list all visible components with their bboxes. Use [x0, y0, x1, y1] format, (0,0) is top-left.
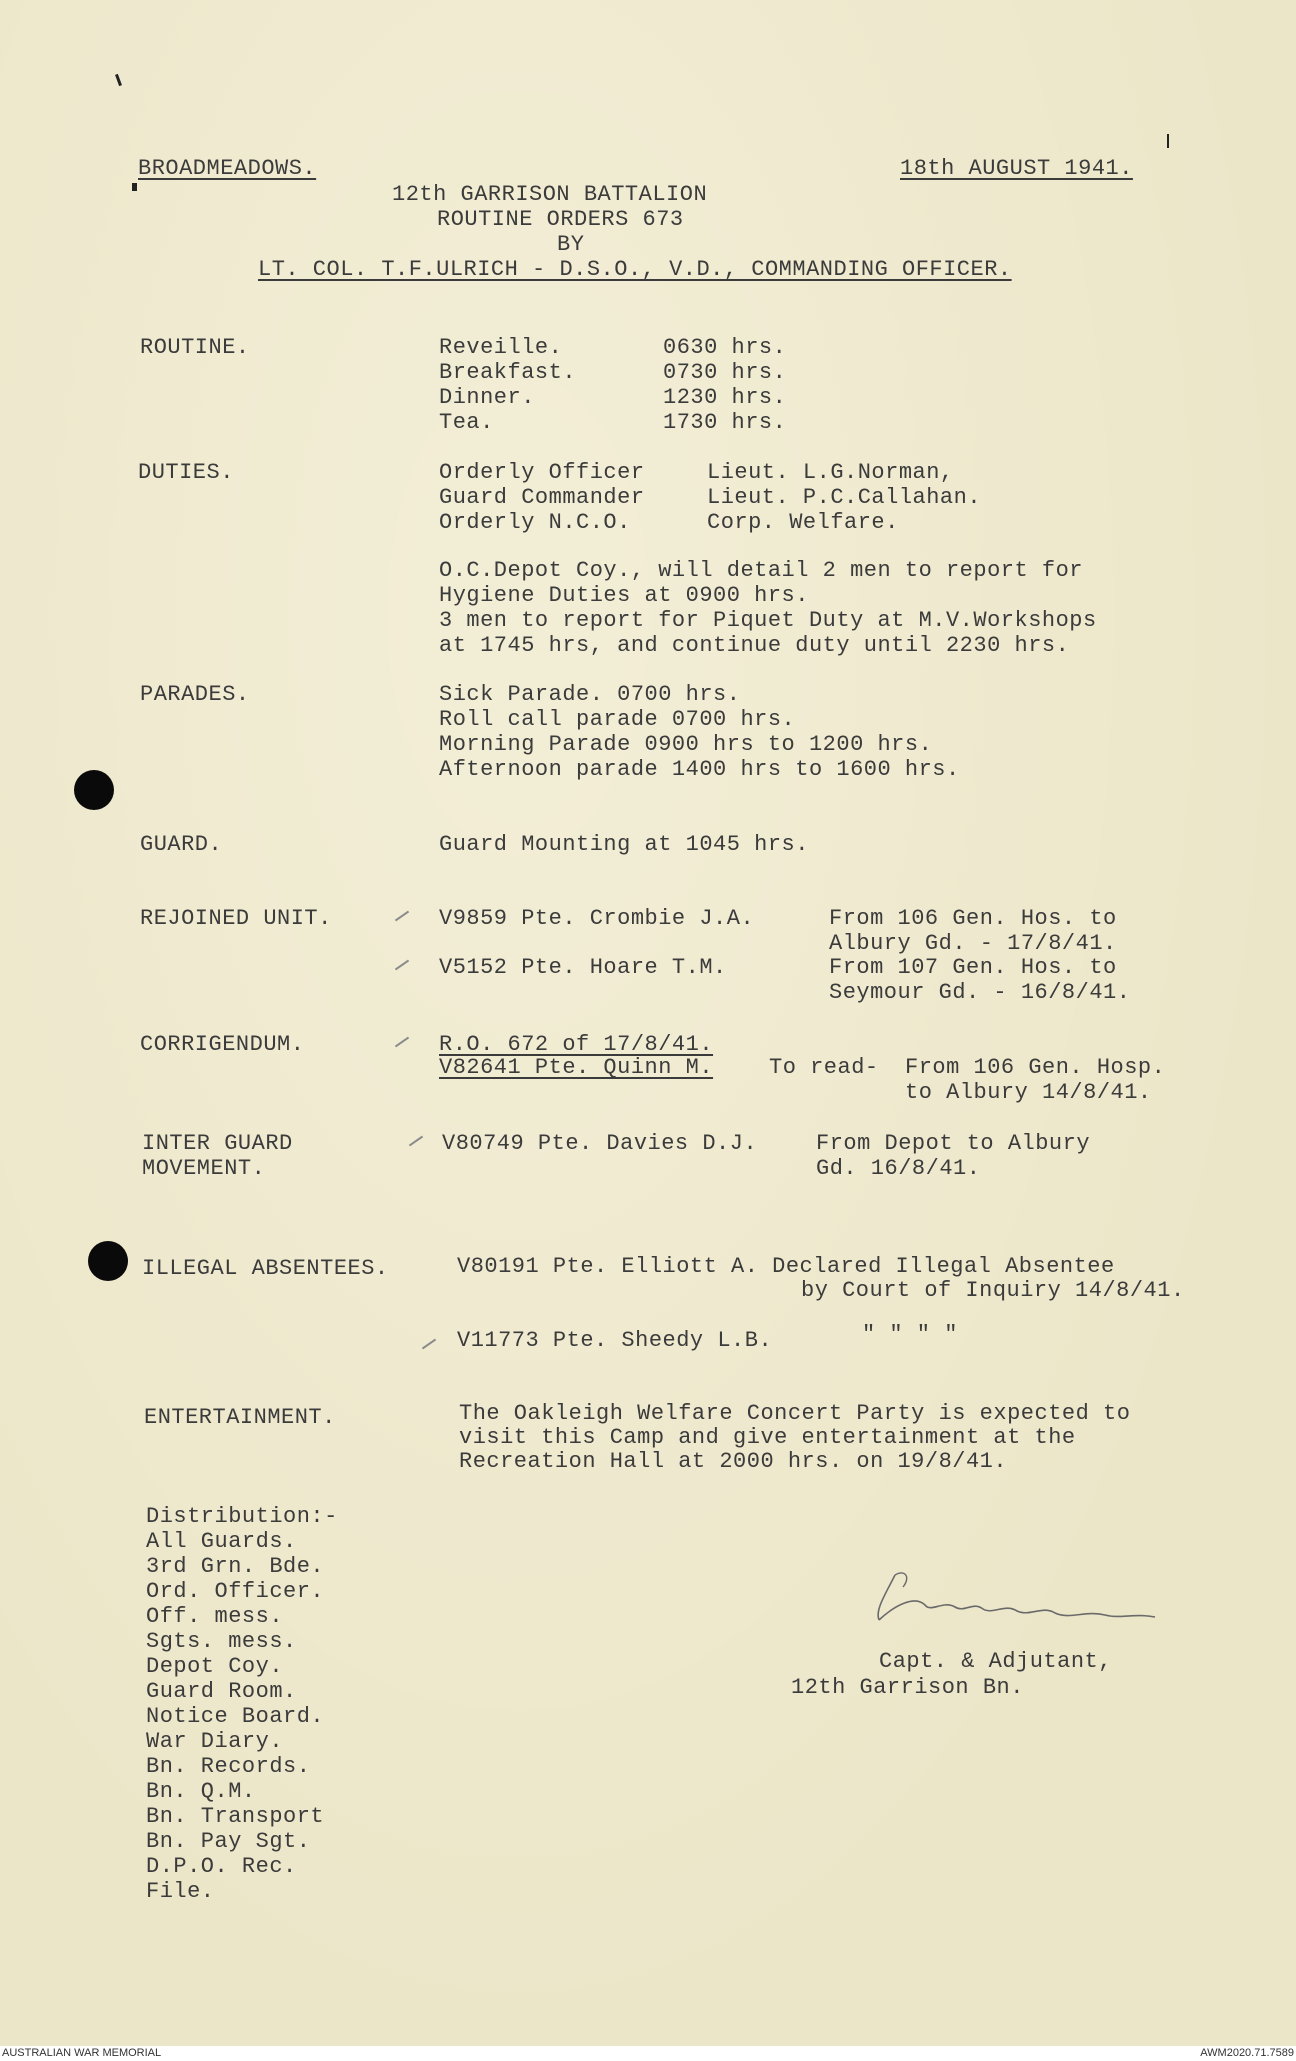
battalion-title: 12th GARRISON BATTALION — [392, 182, 708, 207]
rejoined-detail: Albury Gd. - 17/8/41. — [829, 931, 1117, 956]
rejoined-detail: Seymour Gd. - 16/8/41. — [829, 980, 1131, 1005]
routine-label: Breakfast. — [439, 360, 577, 385]
commanding-officer: LT. COL. T.F.ULRICH - D.S.O., V.D., COMMANDING OFFICER. — [258, 257, 1012, 282]
inter-guard-detail: From Depot to Albury — [816, 1131, 1091, 1156]
corrigendum-to-read: To read- — [769, 1055, 879, 1080]
parade-line: Afternoon parade 1400 hrs to 1600 hrs. — [439, 757, 960, 782]
absentee-entry: V11773 Pte. Sheedy L.B. — [457, 1328, 773, 1353]
signature-unit: 12th Garrison Bn. — [791, 1675, 1024, 1700]
duty-name: Lieut. L.G.Norman, — [707, 460, 954, 485]
distribution-item: War Diary. — [146, 1729, 284, 1754]
archive-footer — [0, 2046, 1296, 2061]
entertainment-line: The Oakleigh Welfare Concert Party is expected to — [459, 1401, 1131, 1426]
distribution-item: Depot Coy. — [146, 1654, 284, 1679]
duty-note: Hygiene Duties at 0900 hrs. — [439, 583, 809, 608]
footer-accession-number: AWM2020.71.7589 — [1200, 2047, 1294, 2059]
entertainment-line: Recreation Hall at 2000 hrs. on 19/8/41. — [459, 1449, 1008, 1474]
rejoined-soldier: V5152 Pte. Hoare T.M. — [439, 955, 727, 980]
inter-guard-soldier: V80749 Pte. Davies D.J. — [442, 1131, 758, 1156]
signature-title: Capt. & Adjutant, — [879, 1649, 1112, 1674]
routine-time: 1730 hrs. — [663, 410, 787, 435]
distribution-item: 3rd Grn. Bde. — [146, 1554, 325, 1579]
place-name: BROADMEADOWS. — [138, 156, 317, 181]
parade-line: Morning Parade 0900 hrs to 1200 hrs. — [439, 732, 933, 757]
absentee-entry: V80191 Pte. Elliott A. Declared Illegal Absentee — [457, 1254, 1115, 1279]
routine-time: 0630 hrs. — [663, 335, 787, 360]
routine-time: 1230 hrs. — [663, 385, 787, 410]
rejoined-detail: From 107 Gen. Hos. to — [829, 955, 1117, 980]
section-heading-routine: ROUTINE. — [140, 335, 250, 360]
check-tick — [395, 911, 409, 922]
check-tick — [395, 1037, 409, 1048]
rejoined-soldier: V9859 Pte. Crombie J.A. — [439, 906, 755, 931]
handwritten-signature — [865, 1565, 1165, 1635]
corrigendum-detail: From 106 Gen. Hosp. — [905, 1055, 1166, 1080]
corrigendum-reference: R.O. 672 of 17/8/41. — [439, 1032, 714, 1057]
duty-note: O.C.Depot Coy., will detail 2 men to report for — [439, 558, 1084, 583]
parade-line: Sick Parade. 0700 hrs. — [439, 682, 741, 707]
punch-hole-top — [74, 770, 114, 810]
section-heading-duties: DUTIES. — [138, 460, 234, 485]
distribution-item: Sgts. mess. — [146, 1629, 297, 1654]
distribution-item: Notice Board. — [146, 1704, 325, 1729]
check-tick — [395, 960, 409, 971]
orders-number: ROUTINE ORDERS 673 — [437, 207, 684, 232]
distribution-heading: Distribution:- — [146, 1504, 338, 1529]
duty-note: 3 men to report for Piquet Duty at M.V.Workshops — [439, 608, 1097, 633]
distribution-item: File. — [146, 1879, 215, 1904]
duty-name: Corp. Welfare. — [707, 510, 899, 535]
section-heading-guard: GUARD. — [140, 832, 223, 857]
section-heading-entertainment: ENTERTAINMENT. — [144, 1405, 336, 1430]
routine-label: Reveille. — [439, 335, 563, 360]
duty-role: Guard Commander — [439, 485, 645, 510]
section-heading-inter-guard: INTER GUARD — [142, 1131, 293, 1156]
distribution-item: All Guards. — [146, 1529, 297, 1554]
duty-note: at 1745 hrs, and continue duty until 2230 hrs. — [439, 633, 1070, 658]
parade-line: Roll call parade 0700 hrs. — [439, 707, 796, 732]
entertainment-line: visit this Camp and give entertainment at the — [459, 1425, 1076, 1450]
ink-mark — [1167, 134, 1169, 148]
absentee-entry: by Court of Inquiry 14/8/41. — [801, 1278, 1185, 1303]
duty-name: Lieut. P.C.Callahan. — [707, 485, 982, 510]
distribution-item: Bn. Transport — [146, 1804, 325, 1829]
section-heading-illegal-absentees: ILLEGAL ABSENTEES. — [142, 1256, 389, 1281]
guard-text: Guard Mounting at 1045 hrs. — [439, 832, 809, 857]
distribution-item: D.P.O. Rec. — [146, 1854, 297, 1879]
distribution-item: Bn. Records. — [146, 1754, 311, 1779]
duty-role: Orderly Officer — [439, 460, 645, 485]
ink-mark — [132, 183, 137, 191]
order-date: 18th AUGUST 1941. — [900, 156, 1133, 181]
distribution-item: Bn. Q.M. — [146, 1779, 256, 1804]
punch-hole-bottom — [88, 1241, 128, 1281]
distribution-item: Bn. Pay Sgt. — [146, 1829, 311, 1854]
check-tick — [422, 1339, 436, 1350]
routine-time: 0730 hrs. — [663, 360, 787, 385]
corrigendum-soldier: V82641 Pte. Quinn M. — [439, 1055, 714, 1080]
footer-archive-name: AUSTRALIAN WAR MEMORIAL — [2, 2047, 162, 2059]
duty-role: Orderly N.C.O. — [439, 510, 631, 535]
distribution-item: Off. mess. — [146, 1604, 284, 1629]
section-heading-movement: MOVEMENT. — [142, 1156, 266, 1181]
section-heading-rejoined: REJOINED UNIT. — [140, 906, 332, 931]
corrigendum-detail: to Albury 14/8/41. — [905, 1080, 1152, 1105]
section-heading-corrigendum: CORRIGENDUM. — [140, 1032, 305, 1057]
inter-guard-detail: Gd. 16/8/41. — [816, 1156, 981, 1181]
routine-label: Tea. — [439, 410, 494, 435]
rejoined-detail: From 106 Gen. Hos. to — [829, 906, 1117, 931]
distribution-item: Guard Room. — [146, 1679, 297, 1704]
check-tick — [409, 1136, 423, 1147]
routine-label: Dinner. — [439, 385, 535, 410]
ditto-marks: " " " " — [862, 1322, 958, 1347]
by-line: BY — [557, 232, 585, 257]
section-heading-parades: PARADES. — [140, 682, 250, 707]
ink-mark — [115, 74, 122, 86]
distribution-item: Ord. Officer. — [146, 1579, 325, 1604]
